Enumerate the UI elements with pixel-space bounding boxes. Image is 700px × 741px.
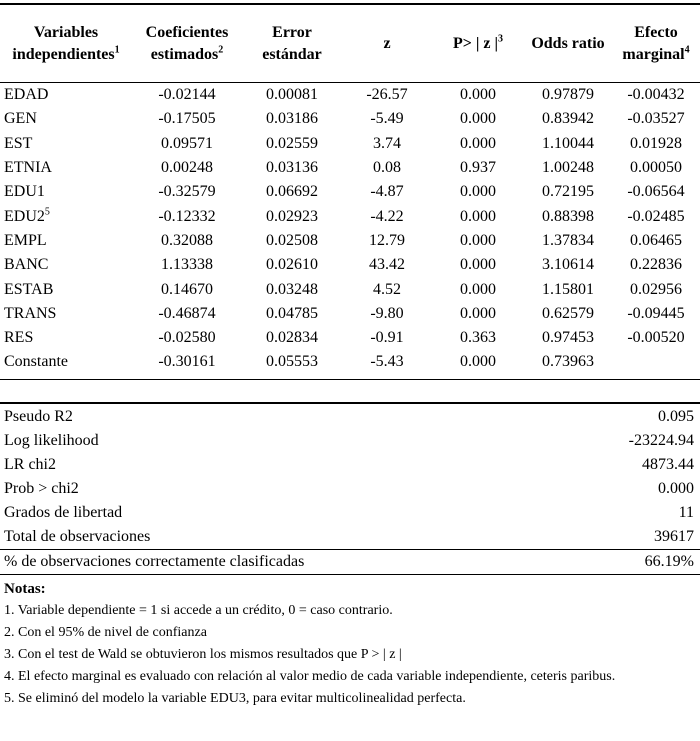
variable-name-cell: EST bbox=[4, 134, 33, 152]
coef-cell: -0.30161 bbox=[158, 353, 216, 371]
std-error-cell: 0.02559 bbox=[266, 134, 318, 152]
table-row bbox=[0, 229, 700, 253]
stat-label: Log likelihood bbox=[4, 432, 99, 449]
marginal-effect-cell: 0.00050 bbox=[630, 159, 682, 177]
stat-value: -23224.94 bbox=[628, 432, 694, 449]
table-row bbox=[0, 156, 700, 180]
marginal-effect-cell: -0.09445 bbox=[627, 304, 685, 322]
stat-row bbox=[0, 405, 700, 429]
std-error-cell: 0.00081 bbox=[266, 86, 318, 104]
header-efecto-marginal: Efecto marginal$^4$ bbox=[622, 24, 690, 63]
table-row bbox=[0, 253, 700, 277]
stat-row bbox=[0, 501, 700, 525]
table-row bbox=[0, 132, 700, 156]
model-statistics bbox=[0, 405, 700, 549]
stat-value: 11 bbox=[678, 504, 694, 521]
std-error-cell: 0.03248 bbox=[266, 280, 318, 298]
header-z: z bbox=[383, 35, 391, 52]
marginal-effect-cell: 0.06465 bbox=[630, 231, 682, 249]
coef-cell: -0.12332 bbox=[158, 207, 216, 225]
std-error-cell: 0.06692 bbox=[266, 183, 318, 201]
stat-label: LR chi2 bbox=[4, 456, 56, 473]
table-row bbox=[0, 204, 700, 228]
stat-value: 0.095 bbox=[658, 408, 694, 425]
stat-label: Prob > chi2 bbox=[4, 480, 79, 497]
marginal-effect-cell: -0.00432 bbox=[627, 86, 685, 104]
table-bottom-rule bbox=[0, 379, 700, 380]
header-variables: Variables independientes$^1$ bbox=[12, 24, 120, 63]
odds-ratio-cell: 0.62579 bbox=[542, 304, 594, 322]
p-value-cell: 0.000 bbox=[460, 231, 496, 249]
std-error-cell: 0.05553 bbox=[266, 353, 318, 371]
coef-cell: -0.46874 bbox=[158, 304, 216, 322]
note-item: 3. Con el test de Wald se obtuvieron los mismos resultados que P > | z | bbox=[4, 647, 402, 662]
z-cell: -0.91 bbox=[370, 329, 404, 347]
std-error-cell: 0.02923 bbox=[266, 207, 318, 225]
odds-ratio-cell: 1.10044 bbox=[542, 134, 594, 152]
z-cell: 0.08 bbox=[373, 159, 401, 177]
marginal-effect-cell: -0.03527 bbox=[627, 110, 685, 128]
marginal-effect-cell: 0.01928 bbox=[630, 134, 682, 152]
variable-name-cell: EDU1 bbox=[4, 183, 45, 201]
variable-name-cell: EMPL bbox=[4, 231, 47, 249]
note-item: 2. Con el 95% de nivel de confianza bbox=[4, 625, 207, 640]
std-error-cell: 0.02508 bbox=[266, 231, 318, 249]
coef-cell: -0.02144 bbox=[158, 86, 216, 104]
classification-row bbox=[0, 550, 700, 574]
coefficients-table bbox=[0, 6, 700, 375]
z-cell: -4.87 bbox=[370, 183, 404, 201]
std-error-cell: 0.02610 bbox=[266, 256, 318, 274]
variable-name-cell: GEN bbox=[4, 110, 37, 128]
variable-name-cell: ESTAB bbox=[4, 280, 54, 298]
odds-ratio-cell: 0.88398 bbox=[542, 207, 594, 225]
variable-name-cell: $EDU2^5$ bbox=[4, 206, 50, 225]
p-value-cell: 0.937 bbox=[460, 159, 496, 177]
z-cell: -4.22 bbox=[370, 207, 404, 225]
stats-top-rule bbox=[0, 402, 700, 404]
z-cell: 12.79 bbox=[369, 231, 405, 249]
marginal-effect-cell bbox=[612, 350, 700, 374]
z-cell: -5.43 bbox=[370, 353, 404, 371]
coef-cell: -0.32579 bbox=[158, 183, 216, 201]
z-cell: 3.74 bbox=[373, 134, 401, 152]
variable-name-cell: ETNIA bbox=[4, 159, 52, 177]
marginal-effect-cell: 0.22836 bbox=[630, 256, 682, 274]
odds-ratio-cell: 1.00248 bbox=[542, 159, 594, 177]
header-error: Error estándar bbox=[262, 24, 322, 63]
classification-value: 66.19% bbox=[644, 553, 694, 570]
p-value-cell: 0.000 bbox=[460, 134, 496, 152]
z-cell: -5.49 bbox=[370, 110, 404, 128]
note-item: 1. Variable dependiente = 1 si accede a un crédito, 0 = caso contrario. bbox=[4, 603, 393, 618]
header-coeficientes: Coeficientes estimados$^2$ bbox=[145, 24, 229, 63]
p-value-cell: 0.000 bbox=[460, 86, 496, 104]
std-error-cell: 0.04785 bbox=[266, 304, 318, 322]
variable-name-cell: TRANS bbox=[4, 304, 57, 322]
z-cell: 43.42 bbox=[369, 256, 405, 274]
note-item: 4. El efecto marginal es evaluado con relación al valor medio de cada variable independiente, ceteris paribus. bbox=[4, 669, 616, 684]
p-value-cell: 0.000 bbox=[460, 110, 496, 128]
std-error-cell: 0.02834 bbox=[266, 329, 318, 347]
p-value-cell: 0.000 bbox=[460, 256, 496, 274]
stat-row bbox=[0, 477, 700, 501]
coef-cell: 0.00248 bbox=[161, 159, 213, 177]
coef-cell: 0.32088 bbox=[161, 231, 213, 249]
coef-cell: 0.14670 bbox=[161, 280, 213, 298]
notes-section bbox=[4, 578, 694, 710]
coef-cell: 0.09571 bbox=[161, 134, 213, 152]
p-value-cell: 0.000 bbox=[460, 280, 496, 298]
stat-row bbox=[0, 453, 700, 477]
stat-label: Pseudo R2 bbox=[4, 408, 73, 425]
stat-value: 4873.44 bbox=[642, 456, 694, 473]
p-value-cell: 0.000 bbox=[460, 304, 496, 322]
table-row bbox=[0, 107, 700, 131]
odds-ratio-cell: 0.83942 bbox=[542, 110, 594, 128]
std-error-cell: 0.03136 bbox=[266, 159, 318, 177]
std-error-cell: 0.03186 bbox=[266, 110, 318, 128]
table-row bbox=[0, 326, 700, 350]
odds-ratio-cell: 0.73963 bbox=[542, 353, 594, 371]
table-row bbox=[0, 180, 700, 204]
stat-row bbox=[0, 525, 700, 549]
table-row bbox=[0, 350, 700, 374]
odds-ratio-cell: 0.97879 bbox=[542, 86, 594, 104]
p-value-cell: 0.000 bbox=[460, 207, 496, 225]
variable-name-cell: Constante bbox=[4, 353, 68, 371]
pct-bottom-rule bbox=[0, 574, 700, 575]
z-cell: -26.57 bbox=[366, 86, 408, 104]
stat-value: 0.000 bbox=[658, 480, 694, 497]
z-cell: -9.80 bbox=[370, 304, 404, 322]
marginal-effect-cell: -0.06564 bbox=[627, 183, 685, 201]
odds-ratio-cell: 0.72195 bbox=[542, 183, 594, 201]
variable-name-cell: EDAD bbox=[4, 86, 49, 104]
marginal-effect-cell: -0.00520 bbox=[627, 329, 685, 347]
table-body bbox=[0, 83, 700, 375]
stat-row bbox=[0, 429, 700, 453]
coef-cell: 1.13338 bbox=[161, 256, 213, 274]
odds-ratio-cell: 3.10614 bbox=[542, 256, 594, 274]
table-top-rule bbox=[0, 3, 700, 5]
stat-value: 39617 bbox=[654, 528, 694, 545]
p-value-cell: 0.000 bbox=[460, 183, 496, 201]
header-p-value: P> | z $|^3$ bbox=[452, 33, 504, 52]
table-row bbox=[0, 277, 700, 301]
header-odds-ratio: Odds ratio bbox=[531, 35, 605, 52]
note-item: 5. Se eliminó del modelo la variable EDU3, para evitar multicolinealidad perfecta. bbox=[4, 691, 466, 706]
marginal-effect-cell: 0.02956 bbox=[630, 280, 682, 298]
p-value-cell: 0.363 bbox=[460, 329, 496, 347]
table-header-row bbox=[0, 6, 700, 83]
coef-cell: -0.02580 bbox=[158, 329, 216, 347]
odds-ratio-cell: 1.15801 bbox=[542, 280, 594, 298]
notes-title: Notas: bbox=[4, 581, 46, 597]
odds-ratio-cell: 1.37834 bbox=[542, 231, 594, 249]
variable-name-cell: RES bbox=[4, 329, 34, 347]
stat-label: Grados de libertad bbox=[4, 504, 123, 521]
coef-cell: -0.17505 bbox=[158, 110, 216, 128]
z-cell: 4.52 bbox=[373, 280, 401, 298]
classification-label: % de observaciones correctamente clasificadas bbox=[4, 553, 305, 570]
p-value-cell: 0.000 bbox=[460, 353, 496, 371]
table-row bbox=[0, 83, 700, 108]
marginal-effect-cell: -0.02485 bbox=[627, 207, 685, 225]
table-row bbox=[0, 302, 700, 326]
stat-label: Total de observaciones bbox=[4, 528, 151, 545]
variable-name-cell: BANC bbox=[4, 256, 49, 274]
odds-ratio-cell: 0.97453 bbox=[542, 329, 594, 347]
